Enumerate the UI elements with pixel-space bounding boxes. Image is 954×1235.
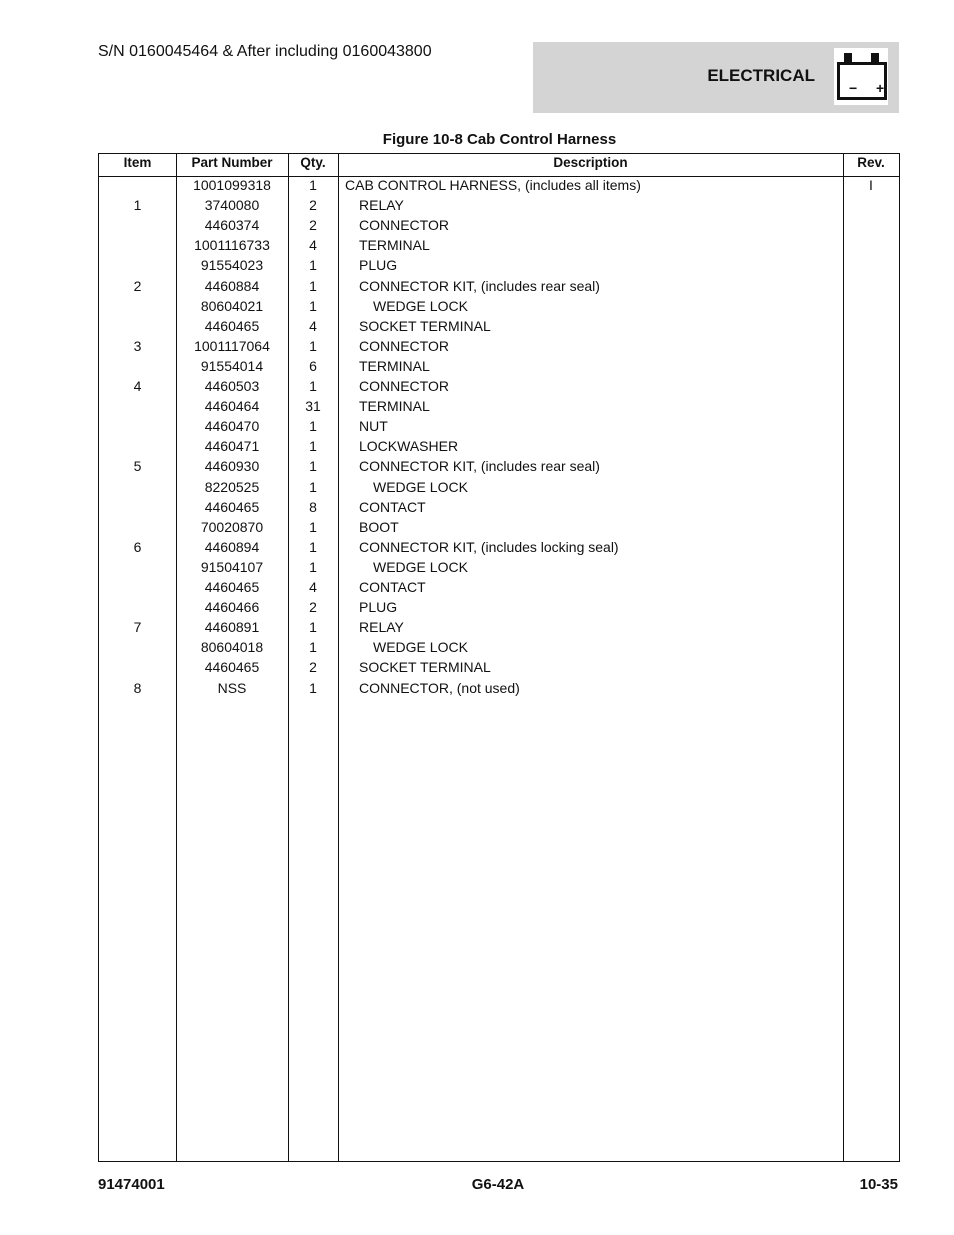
row-qty: 1 xyxy=(309,177,317,193)
table-row xyxy=(99,518,899,538)
row-description: LOCKWASHER xyxy=(359,438,459,455)
row-qty: 2 xyxy=(309,659,317,676)
table-row xyxy=(99,196,899,216)
header-item: Item xyxy=(123,155,152,170)
row-qty: 1 xyxy=(309,418,317,435)
row-part-number: 80604018 xyxy=(200,639,264,656)
figure-title-wrap xyxy=(0,131,954,148)
table-row xyxy=(99,277,899,297)
table-row xyxy=(99,437,899,457)
footer-document-number: 91474001 xyxy=(98,1176,165,1193)
serial-number-text: S/N 0160045464 & After including 0160043800 xyxy=(98,43,432,60)
parts-table xyxy=(98,153,900,1162)
row-qty: 1 xyxy=(309,378,317,394)
row-part-number: 4460465 xyxy=(204,498,260,515)
table-row xyxy=(99,317,899,337)
row-description: PLUG xyxy=(359,257,398,274)
row-qty: 1 xyxy=(309,478,317,495)
table-row xyxy=(99,377,899,397)
battery-plus-sign: + xyxy=(876,80,885,96)
table-row xyxy=(99,679,899,699)
row-description: RELAY xyxy=(359,197,404,214)
row-description: SOCKET TERMINAL xyxy=(359,317,491,334)
row-item: 8 xyxy=(133,679,142,696)
row-qty: 6 xyxy=(309,357,317,374)
row-part-number: 4460466 xyxy=(204,599,260,616)
section-header xyxy=(533,42,899,113)
row-part-number: 4460465 xyxy=(204,579,260,595)
battery-body xyxy=(837,62,887,100)
row-part-number: 4460464 xyxy=(204,398,260,415)
battery-icon xyxy=(834,48,888,105)
row-part-number: 1001099318 xyxy=(193,177,271,193)
header-description: Description xyxy=(553,155,628,170)
row-description: WEDGE LOCK xyxy=(373,297,468,314)
row-part-number: 4460471 xyxy=(204,438,260,455)
row-qty: 1 xyxy=(309,438,317,455)
header-rev: Rev. xyxy=(857,155,885,170)
table-row xyxy=(99,638,899,658)
row-qty: 4 xyxy=(309,579,317,595)
footer-model-wrap xyxy=(0,1176,954,1193)
battery-negative-terminal xyxy=(844,53,852,62)
row-item: 2 xyxy=(133,277,142,294)
row-description: CONNECTOR xyxy=(359,378,449,394)
row-item: 4 xyxy=(133,378,142,394)
table-row xyxy=(99,337,899,357)
row-part-number: 4460884 xyxy=(204,277,260,294)
table-row xyxy=(99,498,899,518)
row-part-number: 70020870 xyxy=(200,518,264,535)
table-row xyxy=(99,236,899,256)
row-qty: 4 xyxy=(309,237,317,254)
row-description: NUT xyxy=(359,418,388,435)
row-description: CONNECTOR KIT, (includes rear seal) xyxy=(359,458,600,475)
row-qty: 2 xyxy=(309,217,317,234)
row-qty: 1 xyxy=(309,277,317,294)
table-row xyxy=(99,357,899,377)
table-row xyxy=(99,478,899,498)
table-row xyxy=(99,417,899,437)
row-description: WEDGE LOCK xyxy=(373,478,468,495)
row-qty: 1 xyxy=(309,257,317,274)
row-part-number: 3740080 xyxy=(204,197,260,214)
row-description: RELAY xyxy=(359,619,404,636)
row-item: 3 xyxy=(133,337,142,354)
row-part-number: 4460891 xyxy=(204,619,260,636)
row-qty: 1 xyxy=(309,337,317,354)
row-qty: 2 xyxy=(309,197,317,214)
row-description: CONNECTOR xyxy=(359,337,449,354)
row-qty: 1 xyxy=(309,518,317,535)
row-part-number: 91554023 xyxy=(200,257,264,274)
row-qty: 1 xyxy=(309,297,317,314)
row-description: CONTACT xyxy=(359,579,426,595)
table-row xyxy=(99,618,899,638)
row-part-number: 4460465 xyxy=(204,317,260,334)
row-description: CONNECTOR KIT, (includes locking seal) xyxy=(359,538,619,555)
row-part-number: 1001116733 xyxy=(194,237,270,254)
row-item: 1 xyxy=(133,197,142,214)
row-description: CAB CONTROL HARNESS, (includes all items) xyxy=(345,177,641,193)
row-part-number: 80604021 xyxy=(200,297,264,314)
row-description: CONNECTOR xyxy=(359,217,449,234)
row-qty: 1 xyxy=(309,619,317,636)
table-row xyxy=(99,598,899,618)
table-row xyxy=(99,256,899,276)
table-row xyxy=(99,457,899,477)
row-description: CONNECTOR KIT, (includes rear seal) xyxy=(359,277,600,294)
row-description: TERMINAL xyxy=(359,398,430,415)
table-row xyxy=(99,558,899,578)
row-item: 5 xyxy=(133,458,142,475)
row-part-number: 8220525 xyxy=(204,478,260,495)
row-part-number: 4460374 xyxy=(204,217,260,234)
row-qty: 31 xyxy=(305,398,321,415)
table-row xyxy=(99,658,899,678)
row-part-number: NSS xyxy=(217,679,247,696)
section-title: ELECTRICAL xyxy=(707,66,815,85)
row-description: PLUG xyxy=(359,599,398,616)
table-row xyxy=(99,297,899,317)
row-description: CONTACT xyxy=(359,498,426,515)
row-part-number: 4460470 xyxy=(204,418,260,435)
row-qty: 1 xyxy=(309,458,317,475)
row-part-number: 91504107 xyxy=(200,558,264,575)
row-part-number: 4460894 xyxy=(204,538,260,555)
table-row xyxy=(99,578,899,598)
table-row xyxy=(99,176,899,196)
battery-positive-terminal xyxy=(871,53,879,62)
row-qty: 8 xyxy=(309,498,317,515)
table-row xyxy=(99,397,899,417)
table-row xyxy=(99,538,899,558)
row-description: TERMINAL xyxy=(359,237,430,254)
row-qty: 1 xyxy=(309,679,317,696)
row-part-number: 4460930 xyxy=(204,458,260,475)
battery-minus-sign: − xyxy=(849,80,858,96)
header-part-number: Part Number xyxy=(191,155,273,170)
figure-title: Figure 10-8 Cab Control Harness xyxy=(382,131,617,148)
row-qty: 2 xyxy=(309,599,317,616)
row-part-number: 4460465 xyxy=(204,659,260,676)
row-qty: 1 xyxy=(309,558,317,575)
row-qty: 1 xyxy=(309,538,317,555)
row-description: SOCKET TERMINAL xyxy=(359,659,491,676)
header-qty: Qty. xyxy=(300,155,326,170)
row-qty: 4 xyxy=(309,317,317,334)
table-row xyxy=(99,216,899,236)
row-part-number: 1001117064 xyxy=(194,337,270,354)
row-item: 6 xyxy=(133,538,142,555)
row-item: 7 xyxy=(133,619,142,636)
footer-page-number: 10-35 xyxy=(859,1176,898,1193)
row-part-number: 4460503 xyxy=(204,378,260,394)
row-description: WEDGE LOCK xyxy=(373,639,468,656)
row-description: WEDGE LOCK xyxy=(373,558,468,575)
row-rev: I xyxy=(869,177,873,193)
footer-model: G6-42A xyxy=(471,1176,525,1193)
row-description: TERMINAL xyxy=(359,357,430,374)
row-part-number: 91554014 xyxy=(200,357,264,374)
row-description: BOOT xyxy=(359,518,399,535)
row-description: CONNECTOR, (not used) xyxy=(359,679,520,696)
row-qty: 1 xyxy=(309,639,317,656)
